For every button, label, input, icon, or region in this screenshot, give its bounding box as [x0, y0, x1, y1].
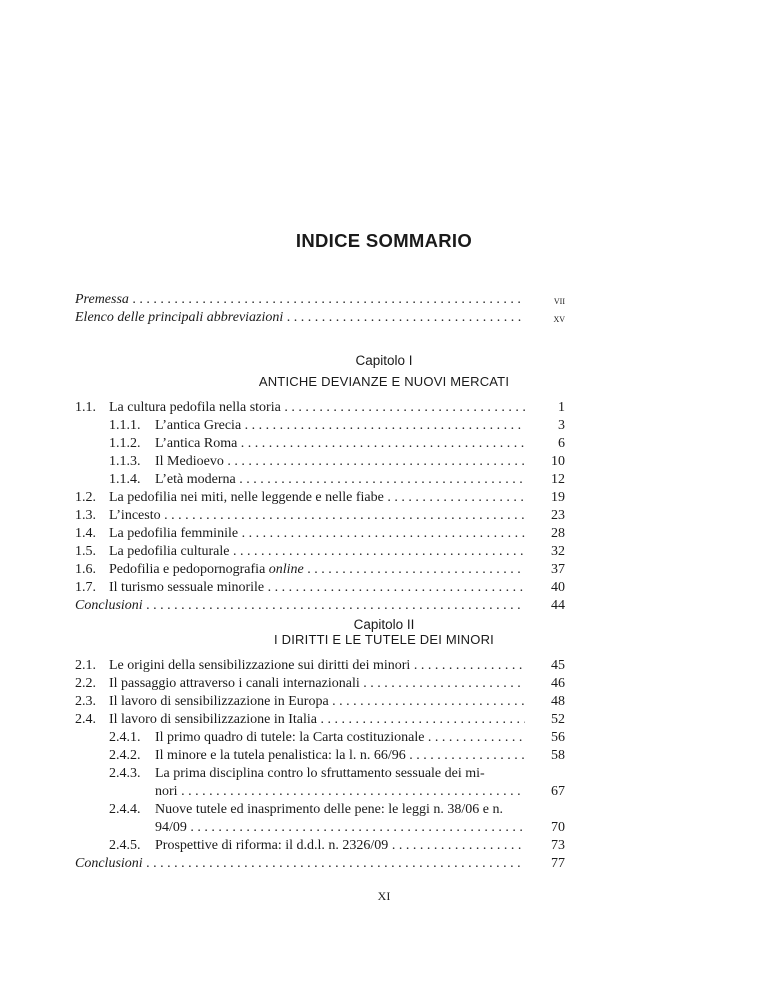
toc-entry: 2.4.1. Il primo quadro di tutele: la Carta costituzionale . . . 56 — [75, 729, 565, 747]
toc-entry: 1.2. La pedofilia nei miti, nelle leggende e nelle fiabe . . . 19 — [75, 489, 565, 507]
toc-entry-abbreviazioni: Elenco delle principali abbreviazioni . . . xv — [75, 309, 565, 327]
toc-entry: 1.1.3. Il Medioevo . . . 10 — [75, 453, 565, 471]
toc-entry: 1.4. La pedofilia femminile . . . 28 — [75, 525, 565, 543]
toc-entry: 1.3. L’incesto . . . 23 — [75, 507, 565, 525]
toc-entry: 2.3. Il lavoro di sensibilizzazione in Europa . . . 48 — [75, 693, 565, 711]
toc-entry: 2.4.3. La prima disciplina contro lo sfruttamento sessuale dei mi- — [109, 766, 485, 781]
toc-entry: 1.1.1. L’antica Grecia . . . 3 — [75, 417, 565, 435]
toc-entry: 2.2. Il passaggio attraverso i canali internazionali . . . 46 — [75, 675, 565, 693]
chapter-label: Capitolo I — [355, 353, 413, 368]
toc-page: vii — [553, 293, 565, 307]
toc-entry: 2.4.4. Nuove tutele ed inasprimento delle pene: le leggi n. 38/06 e n. — [109, 802, 503, 817]
toc-entry: 2.4. Il lavoro di sensibilizzazione in Italia . . . 52 — [75, 711, 565, 729]
toc-entry: 1.5. La pedofilia culturale . . . 32 — [75, 543, 565, 561]
toc-entry: 2.1. Le origini della sensibilizzazione sui diritti dei minori . . . 45 — [75, 657, 565, 675]
toc-entry-premessa: Premessa . . . vii — [75, 291, 565, 309]
toc-entry: 1.1. La cultura pedofila nella storia . . . 1 — [75, 399, 565, 417]
toc-entry-conclusioni: Conclusioni . . . 44 — [75, 597, 565, 615]
toc-entry-continuation: nori . . . 67 — [75, 783, 565, 801]
chapter-title: ANTICHE DEVIANZE E NUOVI MERCATI — [258, 374, 510, 389]
toc-entry: 1.1.4. L’età moderna . . . 12 — [75, 471, 565, 489]
toc-entry: 1.1.2. L’antica Roma . . . 6 — [75, 435, 565, 453]
toc-entry: 2.4.2. Il minore e la tutela penalistica: la l. n. 66/96 . . . 58 — [75, 747, 565, 765]
toc-entry: 1.7. Il turismo sessuale minorile . . . 40 — [75, 579, 565, 597]
chapter-title: I DIRITTI E LE TUTELE DEI MINORI — [274, 632, 494, 647]
toc-entry: 2.4.5. Prospettive di riforma: il d.d.l. n. 2326/09 . . . 73 — [75, 837, 565, 855]
page-number: XI — [377, 889, 391, 903]
toc-page: xv — [553, 311, 565, 325]
toc-entry: 1.6. Pedofilia e pedopornografia online . . . 37 — [75, 561, 565, 579]
page-title: INDICE SOMMARIO — [295, 230, 473, 251]
toc-entry-continuation: 94/09 . . . 70 — [75, 819, 565, 837]
chapter-label: Capitolo II — [353, 617, 415, 632]
toc-entry-conclusioni: Conclusioni . . . 77 — [75, 855, 565, 873]
